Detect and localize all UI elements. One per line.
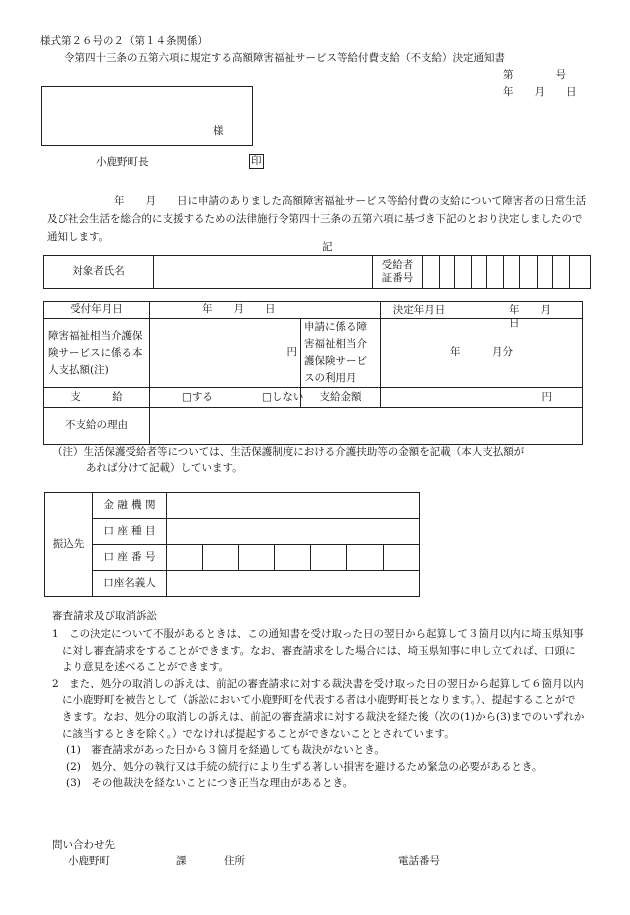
contact-heading: 問い合わせ先 bbox=[52, 839, 115, 851]
ki-heading: 記 bbox=[322, 241, 333, 253]
addressee-honorific: 様 bbox=[213, 125, 224, 137]
appeal-notes bbox=[52, 626, 585, 792]
account-digit-cell bbox=[203, 545, 239, 571]
account-digit-cell bbox=[275, 545, 311, 571]
account-holder-cell bbox=[167, 571, 420, 597]
non-payment-reason-cell bbox=[150, 408, 583, 445]
certificate-number-label bbox=[373, 256, 423, 289]
account-type-cell bbox=[167, 519, 420, 545]
appeal-sub-2: (2) 処分、処分の執行又は手続の続行により生ずる著しい損害を避けるため緊急の必要があるとき。 bbox=[66, 760, 543, 773]
account-holder-label: 口座名義人 bbox=[93, 571, 167, 597]
account-number-label: 口 座 番 号 bbox=[93, 545, 167, 571]
target-name-cell bbox=[154, 256, 373, 289]
document-number-label: 第 号 bbox=[503, 69, 566, 81]
appeal-sub-1: (1) 審査請求があった日から３箇月を経過しても裁決がないとき。 bbox=[66, 744, 385, 757]
account-type-label: 口 座 種 目 bbox=[93, 519, 167, 545]
usage-month-label: 申請に係る障害福祉相当介護保険サービスの利用月 bbox=[301, 319, 381, 388]
certificate-label-line2: 証番号 bbox=[381, 272, 414, 284]
payment-choice-cell bbox=[150, 388, 304, 408]
receipt-date-value: 年 月 日 bbox=[150, 302, 381, 319]
certificate-label-line1: 受給者 bbox=[381, 258, 414, 271]
receipt-date-label: 受付年月日 bbox=[44, 302, 150, 319]
contact-address: 住所 bbox=[224, 855, 245, 867]
certificate-digit-cell bbox=[487, 256, 504, 289]
appeal-item-2: 2 また、処分の取消しの訴えは、前記の審査請求に対する裁決書を受け取った日の翌日から起算して６箇月以内に小鹿野町を被告として（訴訟において小鹿野町を代表する者は小鹿野町長となります。）、提起することができます。なお、処分の取消しの訴えは、前記の審査請求に対する裁決を経た後（次の(1)から(3)までのいずれかに該当するときを除く。）でなければ提起することができないこととされています。 bbox=[52, 677, 585, 740]
certificate-digit-cell bbox=[455, 256, 472, 289]
payment-amount-yen: 円 bbox=[381, 388, 583, 408]
certificate-digit-cell bbox=[570, 256, 591, 289]
appeal-item-1: 1 この決定について不服があるときは、この通知書を受け取った日の翌日から起算して３箇月以内に埼玉県知事に対し審査請求をすることができます。なお、審査請求をした場合には、埼玉県知事に申し立てれば、口頭により意見を述べることができます。 bbox=[52, 628, 584, 674]
target-name-label: 対象者氏名 bbox=[44, 256, 154, 289]
decision-date-value: 年 月 日 bbox=[509, 304, 572, 330]
decision-date-label: 決定年月日 bbox=[392, 304, 446, 316]
seal-mark: 印 bbox=[251, 155, 262, 167]
document-date-label: 年 月 日 bbox=[503, 86, 577, 98]
payment-label: 支 給 bbox=[44, 388, 150, 408]
appeal-heading: 審査請求及び取消訴訟 bbox=[52, 610, 157, 622]
contact-section: 課 bbox=[176, 855, 187, 867]
addressee-box bbox=[41, 86, 253, 146]
payment-yes-checkbox: □する bbox=[182, 391, 213, 403]
issuer-name: 小鹿野町長 bbox=[96, 156, 149, 168]
bank-name-cell bbox=[167, 493, 420, 519]
bank-name-label: 金 融 機 関 bbox=[93, 493, 167, 519]
account-digit-cell bbox=[167, 545, 203, 571]
copay-amount-yen: 円 bbox=[150, 319, 301, 388]
certificate-digit-cell bbox=[423, 256, 440, 289]
note-line-1: （注）生活保護受給者等については、生活保護制度における介護扶助等の金額を記載（本人支払額が bbox=[52, 446, 525, 458]
copay-amount-label: 障害福祉相当介護保険サービスに係る本人支払額(注) bbox=[44, 319, 150, 388]
usage-month-value: 年 月分 bbox=[381, 319, 583, 388]
bank-transfer-table bbox=[44, 492, 420, 597]
certificate-digit-cell bbox=[504, 256, 520, 289]
certificate-digit-cell bbox=[538, 256, 553, 289]
account-digit-cell bbox=[311, 545, 347, 571]
contact-town: 小鹿野町 bbox=[68, 855, 110, 867]
form-number: 様式第２６号の２（第１４条関係） bbox=[40, 35, 208, 47]
non-payment-reason-label: 不支給の理由 bbox=[44, 408, 150, 445]
account-digit-cell bbox=[239, 545, 275, 571]
document-title: 令第四十三条の五第六項に規定する高額障害福祉サービス等給付費支給（不支給）決定通知書 bbox=[64, 52, 505, 64]
decision-date-row bbox=[381, 302, 583, 330]
target-person-table bbox=[43, 255, 591, 289]
certificate-digit-cell bbox=[472, 256, 487, 289]
certificate-digit-cell bbox=[553, 256, 570, 289]
contact-phone: 電話番号 bbox=[398, 855, 440, 867]
appeal-sub-3: (3) その他裁決を経ないことにつき正当な理由があるとき。 bbox=[66, 777, 354, 790]
account-digit-cell bbox=[384, 545, 420, 571]
bank-transfer-label: 振込先 bbox=[45, 493, 93, 597]
certificate-digit-cell bbox=[520, 256, 538, 289]
payment-no-checkbox: □しない bbox=[262, 391, 304, 403]
decision-table bbox=[43, 301, 583, 445]
certificate-digit-cell bbox=[440, 256, 455, 289]
payment-amount-label: 支給金額 bbox=[301, 388, 381, 408]
note-line-2: あれば分けて記載）しています。 bbox=[86, 462, 243, 474]
account-digit-cell bbox=[347, 545, 384, 571]
notice-body: 年 月 日に申請のありました高額障害福祉サービス等給付費の支給について障害者の日常生活及び社会生活を総合的に支援するための法律施行令第四十三条の五第六項に基づき下記のとおり決定しましたので通知します。 bbox=[47, 195, 587, 243]
